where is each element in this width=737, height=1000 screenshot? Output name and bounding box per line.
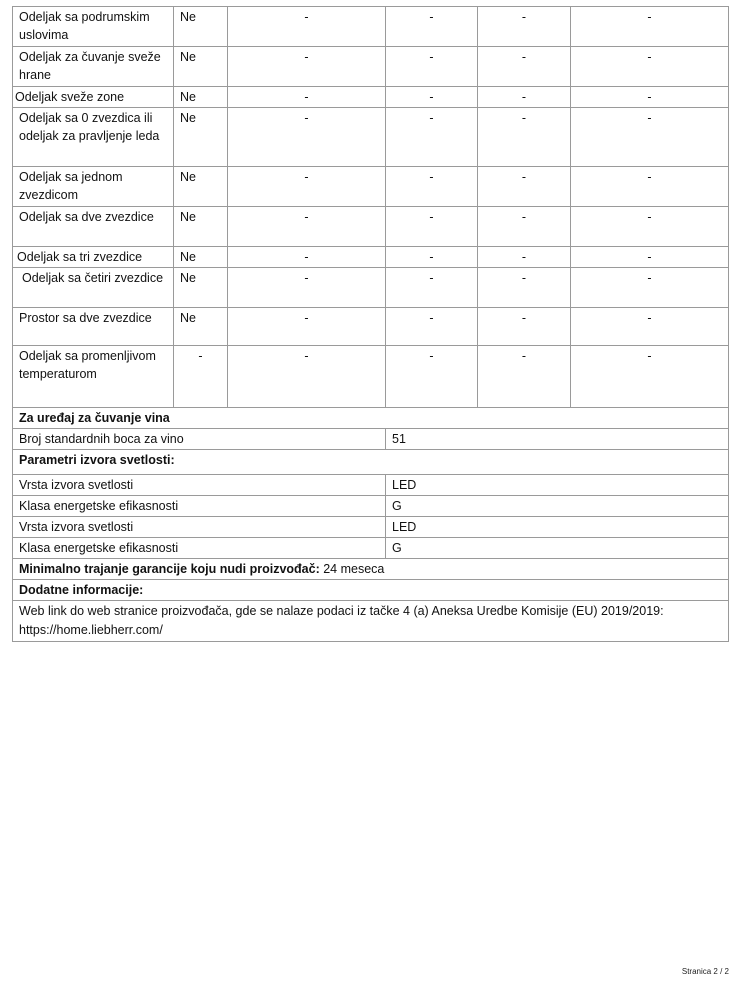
light-param-row	[13, 517, 729, 538]
compartment-value: -	[478, 346, 571, 408]
compartment-value: -	[228, 108, 386, 167]
compartment-value: -	[571, 108, 729, 167]
compartment-value: -	[228, 207, 386, 247]
light-param-value: LED	[386, 517, 729, 538]
compartment-value: -	[478, 108, 571, 167]
compartment-value: -	[386, 268, 478, 308]
light-param-label: Klasa energetske efikasnosti	[13, 496, 386, 517]
compartment-value: -	[228, 7, 386, 47]
compartment-row	[13, 247, 729, 268]
compartment-value: -	[386, 108, 478, 167]
compartment-value: -	[386, 7, 478, 47]
compartment-name: Odeljak sa jednom zvezdicom	[13, 167, 174, 207]
compartment-flag: Ne	[174, 268, 228, 308]
compartment-value: -	[228, 47, 386, 87]
compartment-value: -	[386, 167, 478, 207]
compartment-name: Odeljak sa podrumskim uslovima	[13, 7, 174, 47]
compartment-value: -	[571, 207, 729, 247]
compartment-value: -	[571, 167, 729, 207]
light-param-label: Vrsta izvora svetlosti	[13, 475, 386, 496]
compartment-value: -	[228, 87, 386, 108]
compartment-name: Odeljak sveže zone	[13, 87, 174, 108]
compartment-value: -	[228, 346, 386, 408]
compartment-flag: Ne	[174, 47, 228, 87]
light-param-label: Vrsta izvora svetlosti	[13, 517, 386, 538]
compartment-row	[13, 167, 729, 207]
warranty-label: Minimalno trajanje garancije koju nudi proizvođač:	[19, 562, 320, 576]
compartment-row	[13, 308, 729, 346]
wine-bottles-value: 51	[386, 429, 729, 450]
additional-info-row	[13, 601, 729, 642]
compartment-flag: Ne	[174, 7, 228, 47]
compartment-value: -	[478, 87, 571, 108]
document-page	[12, 6, 728, 642]
light-section-heading: Parametri izvora svetlosti:	[13, 450, 729, 475]
compartment-value: -	[386, 207, 478, 247]
compartment-name: Odeljak sa tri zvezdice	[13, 247, 174, 268]
warranty-cell	[13, 559, 729, 580]
compartment-value: -	[228, 167, 386, 207]
compartment-row	[13, 207, 729, 247]
compartment-value: -	[478, 207, 571, 247]
compartment-value: -	[386, 247, 478, 268]
compartment-name: Odeljak sa promenljivom temperaturom	[13, 346, 174, 408]
compartment-value: -	[478, 268, 571, 308]
compartment-value: -	[386, 87, 478, 108]
section-header-row	[13, 580, 729, 601]
compartment-value: -	[571, 247, 729, 268]
wine-section-heading: Za uređaj za čuvanje vina	[13, 408, 729, 429]
light-param-value: G	[386, 496, 729, 517]
compartment-value: -	[478, 308, 571, 346]
compartment-row	[13, 268, 729, 308]
compartment-value: -	[571, 308, 729, 346]
compartment-value: -	[386, 308, 478, 346]
light-param-row	[13, 475, 729, 496]
page-number: Stranica 2 / 2	[681, 967, 729, 976]
wine-bottles-row	[13, 429, 729, 450]
compartment-value: -	[228, 268, 386, 308]
additional-section-heading: Dodatne informacije:	[13, 580, 729, 601]
compartment-flag: Ne	[174, 108, 228, 167]
compartment-name: Prostor sa dve zvezdice	[13, 308, 174, 346]
compartment-row	[13, 108, 729, 167]
compartment-value: -	[571, 7, 729, 47]
compartment-flag: Ne	[174, 207, 228, 247]
light-param-row	[13, 538, 729, 559]
compartment-flag: Ne	[174, 308, 228, 346]
compartment-flag: Ne	[174, 87, 228, 108]
compartment-value: -	[228, 247, 386, 268]
compartment-value: -	[386, 47, 478, 87]
compartment-name: Odeljak sa četiri zvezdice	[13, 268, 174, 308]
compartment-name: Odeljak sa 0 zvezdica ili odeljak za pravljenje leda	[13, 108, 174, 167]
compartment-flag: -	[174, 346, 228, 408]
compartment-flag: Ne	[174, 167, 228, 207]
compartment-name: Odeljak sa dve zvezdice	[13, 207, 174, 247]
section-header-row	[13, 408, 729, 429]
warranty-row	[13, 559, 729, 580]
additional-info-text: Web link do web stranice proizvođača, gde se nalaze podaci iz tačke 4 (a) Aneksa Uredbe Komisije (EU) 2019/2019: https://home.liebherr.com/	[13, 601, 729, 642]
compartment-value: -	[386, 346, 478, 408]
compartment-flag: Ne	[174, 247, 228, 268]
compartment-value: -	[571, 268, 729, 308]
light-param-value: G	[386, 538, 729, 559]
compartment-name: Odeljak za čuvanje sveže hrane	[13, 47, 174, 87]
section-header-row	[13, 450, 729, 475]
warranty-value: 24 meseca	[323, 562, 385, 576]
compartment-value: -	[478, 7, 571, 47]
compartment-value: -	[571, 87, 729, 108]
energy-info-table	[12, 6, 729, 642]
light-param-row	[13, 496, 729, 517]
compartment-value: -	[228, 308, 386, 346]
compartment-value: -	[571, 47, 729, 87]
light-param-label: Klasa energetske efikasnosti	[13, 538, 386, 559]
compartment-value: -	[478, 47, 571, 87]
compartment-value: -	[571, 346, 729, 408]
wine-bottles-label: Broj standardnih boca za vino	[13, 429, 386, 450]
compartment-value: -	[478, 167, 571, 207]
compartment-row	[13, 47, 729, 87]
compartment-row	[13, 87, 729, 108]
compartment-row	[13, 346, 729, 408]
compartment-row	[13, 7, 729, 47]
light-param-value: LED	[386, 475, 729, 496]
compartment-value: -	[478, 247, 571, 268]
